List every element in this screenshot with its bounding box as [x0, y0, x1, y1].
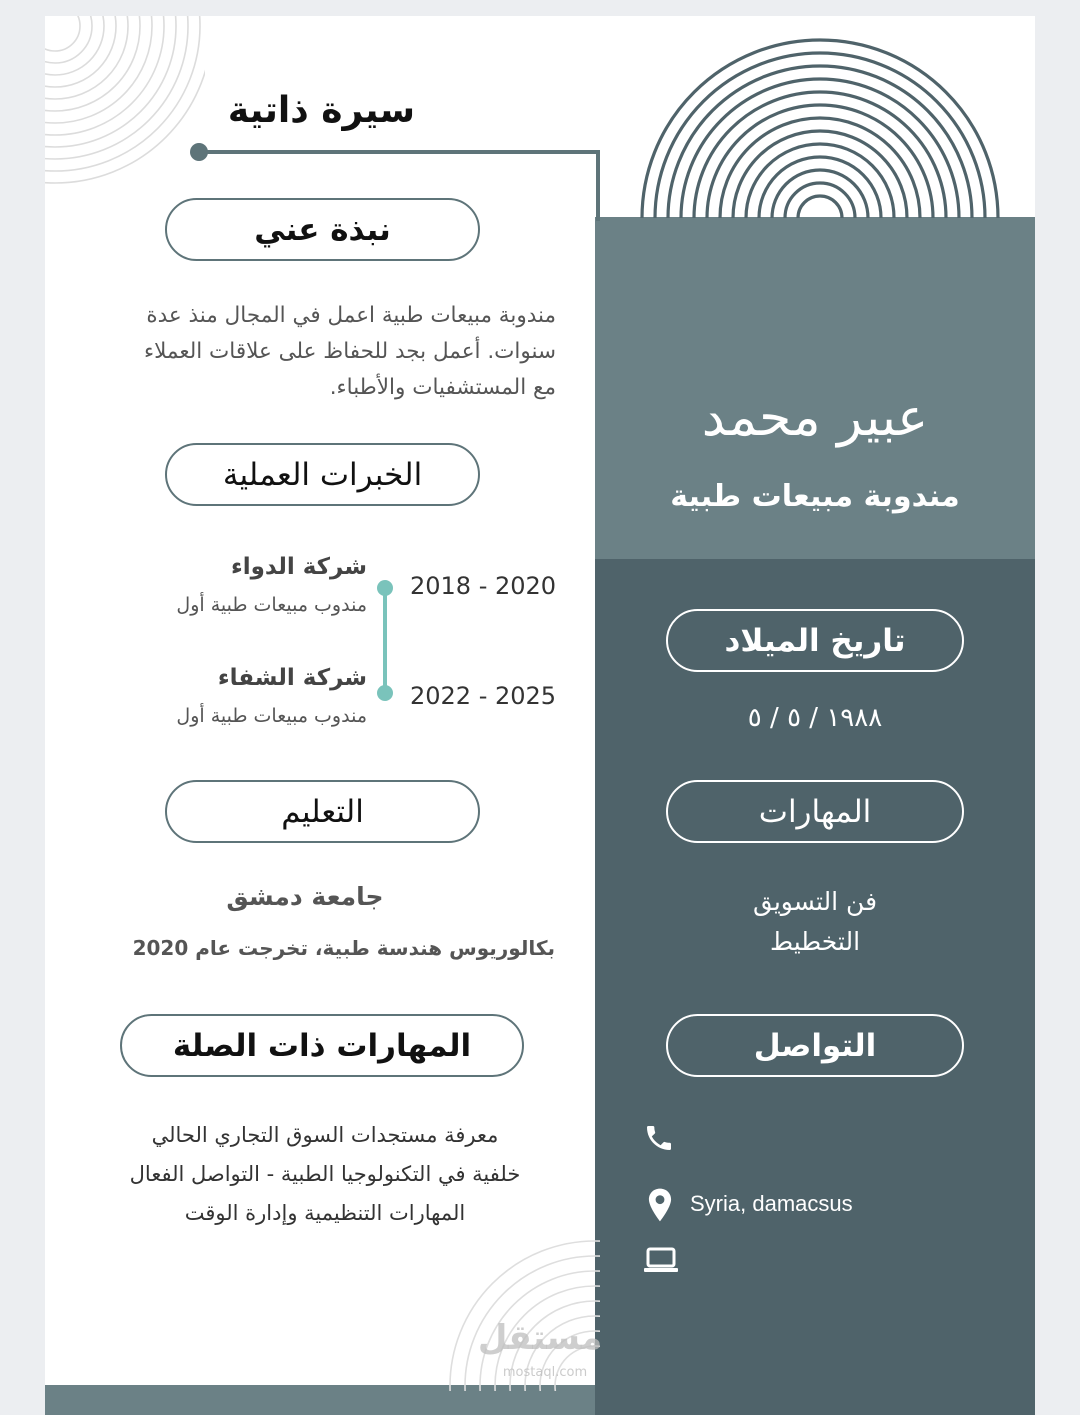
- about-line: مع المستشفيات والأطباء.: [329, 375, 556, 400]
- side-panel: [595, 559, 1035, 1415]
- experience-role: مندوب مبيعات طبية أول: [176, 594, 367, 616]
- birthdate-value: ١٩٨٨ / ٥ / ٥: [747, 703, 883, 733]
- related-skills-line: المهارات التنظيمية وإدارة الوقت: [184, 1201, 466, 1225]
- education-university: جامعة دمشق: [226, 882, 384, 911]
- resume-page: [45, 16, 1035, 1415]
- experience-heading: الخبرات العملية: [165, 443, 480, 506]
- experience-company: شركة الشفاء: [217, 665, 367, 691]
- profile-name: عبير محمد: [701, 388, 929, 448]
- related-skills-line: خلفية في التكنولوجيا الطبية - التواصل الفعال: [129, 1162, 521, 1186]
- skills-list: [666, 882, 964, 962]
- about-text: [80, 298, 556, 406]
- experience-timeline: [375, 576, 395, 706]
- education-heading: التعليم: [165, 780, 480, 843]
- birthdate-heading: تاريخ الميلاد: [666, 609, 964, 672]
- experience-role: مندوب مبيعات طبية أول: [176, 705, 367, 727]
- decorative-arcs-top-right: [635, 36, 1005, 218]
- related-skills-line: معرفة مستجدات السوق التجاري الحالي: [151, 1123, 499, 1147]
- contact-location: Syria, damacsus: [690, 1191, 853, 1216]
- laptop-icon: [643, 1246, 679, 1276]
- related-skills-text: [85, 1116, 565, 1233]
- education-degree: بكالوريوس هندسة طبية، تخرجت عام 2020: [132, 936, 555, 960]
- about-line: مندوبة مبيعات طبية اعمل في المجال منذ عدة: [146, 303, 556, 328]
- profile-job-title: مندوبة مبيعات طبية: [670, 479, 960, 514]
- skill-item: التخطيط: [769, 927, 861, 956]
- contact-heading: التواصل: [666, 1014, 964, 1077]
- about-heading: نبذة عني: [165, 198, 480, 261]
- watermark-brand: مستقل: [477, 1318, 603, 1358]
- location-pin-icon: [646, 1187, 674, 1223]
- decorative-arcs-top-left: [45, 16, 205, 186]
- about-line: سنوات. أعمل بجد للحفاظ على علاقات العملاء: [143, 339, 556, 364]
- experience-company: شركة الدواء: [230, 554, 367, 580]
- page-title: سيرة ذاتية: [227, 90, 415, 131]
- experience-years: 2022 - 2025: [410, 682, 557, 710]
- phone-icon: [643, 1121, 675, 1155]
- experience-years: 2018 - 2020: [410, 572, 557, 600]
- related-skills-heading: المهارات ذات الصلة: [120, 1014, 524, 1077]
- skills-heading: المهارات: [666, 780, 964, 843]
- skill-item: فن التسويق: [752, 887, 878, 916]
- watermark-domain: mostaql.com: [502, 1365, 588, 1380]
